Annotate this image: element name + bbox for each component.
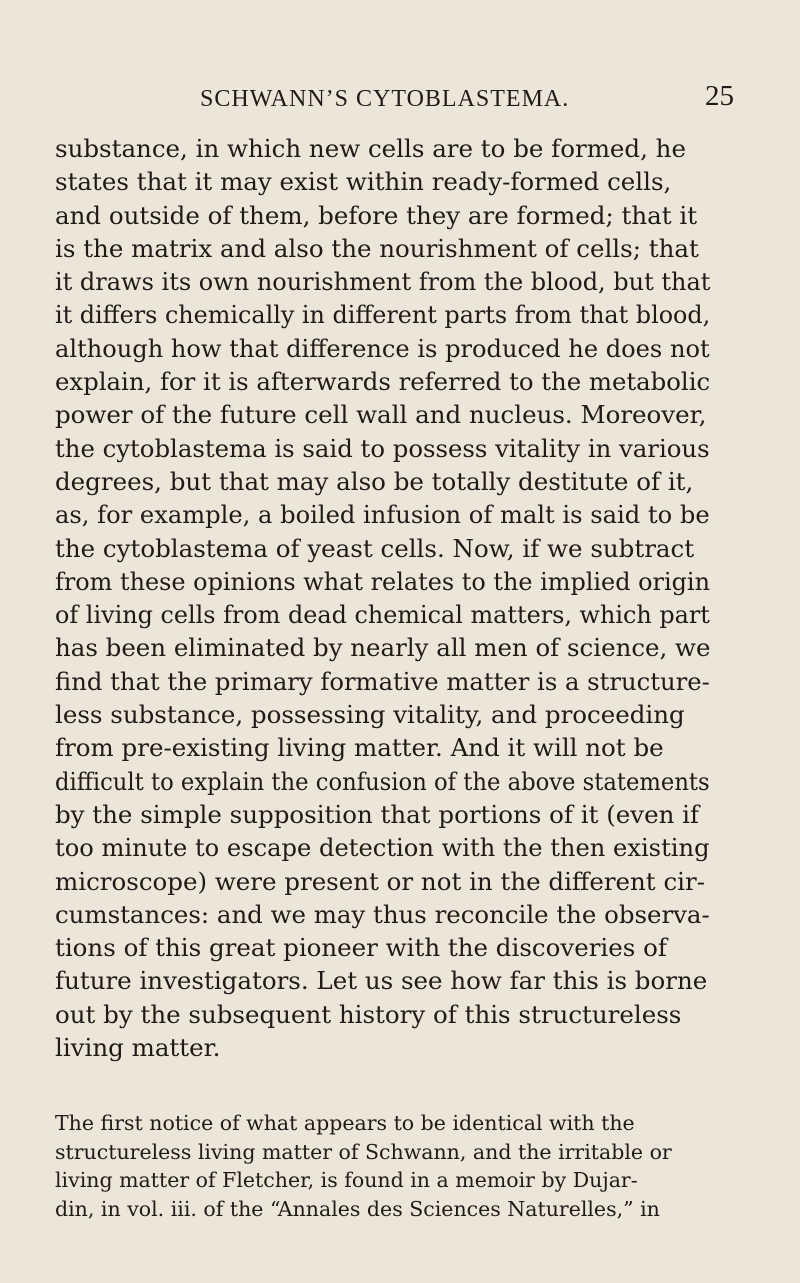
text-line: is the matrix and also the nourishment of cells; that (55, 233, 699, 263)
text-line: from pre-existing living matter. And it will not be (55, 733, 664, 763)
text-line: less substance, possessing vitality, and proceeding (55, 700, 685, 730)
text-line: living matter. (55, 1033, 221, 1063)
text-line: and outside of them, before they are formed; that it (55, 200, 698, 230)
small-text-line: din, in vol. iii. of the “Annales des Sciences Naturelles,” in (55, 1196, 660, 1221)
running-title: SCHWANN’S CYTOBLASTEMA. (200, 86, 570, 112)
text-line: of living cells from dead chemical matters, which part (55, 600, 710, 630)
text-line: by the simple supposition that portions of it (even if (55, 799, 700, 829)
text-line: too minute to escape detection with the then existing (55, 833, 710, 863)
text-line: microscope) were present or not in the different cir- (55, 866, 705, 896)
text-line: from these opinions what relates to the implied origin (55, 566, 710, 596)
text-line: future investigators. Let us see how far this is borne (55, 966, 708, 996)
text-line: tions of this great pioneer with the discoveries of (55, 933, 667, 963)
small-print-paragraph (55, 1109, 715, 1223)
text-line: the cytoblastema is said to possess vitality in various (55, 433, 710, 463)
text-line: as, for example, a boiled infusion of malt is said to be (55, 500, 710, 530)
text-line: power of the future cell wall and nucleus. Moreover, (55, 400, 707, 430)
text-line: substance, in which new cells are to be formed, he (55, 134, 686, 163)
text-line: cumstances: and we may thus reconcile the observa- (55, 899, 710, 929)
small-text-line: structureless living matter of Schwann, and the irritable or (55, 1139, 672, 1164)
text-line: explain, for it is afterwards referred to the metabolic (55, 367, 711, 397)
small-text-line: living matter of Fletcher, is found in a memoir by Dujar- (55, 1168, 638, 1192)
text-line: it draws its own nourishment from the blood, but that (55, 267, 711, 297)
text-line: although how that difference is produced he does not (55, 333, 710, 363)
text-line: the cytoblastema of yeast cells. Now, if we subtract (55, 533, 695, 563)
text-line: find that the primary formative matter is a structure- (55, 666, 710, 696)
text-line: out by the subsequent history of this structureless (55, 999, 682, 1029)
text-line: difficult to explain the confusion of the above statements (55, 766, 710, 796)
page-number: 25 (705, 80, 734, 112)
main-paragraph (55, 132, 710, 1064)
text-line: degrees, but that may also be totally destitute of it, (55, 466, 694, 496)
running-head (0, 80, 800, 120)
text-line: states that it may exist within ready-formed cells, (55, 167, 672, 197)
text-line: has been eliminated by nearly all men of science, we (55, 633, 711, 663)
text-line: it differs chemically in different parts from that blood, (55, 300, 711, 330)
small-text-line: The first notice of what appears to be identical with the (55, 1111, 635, 1135)
